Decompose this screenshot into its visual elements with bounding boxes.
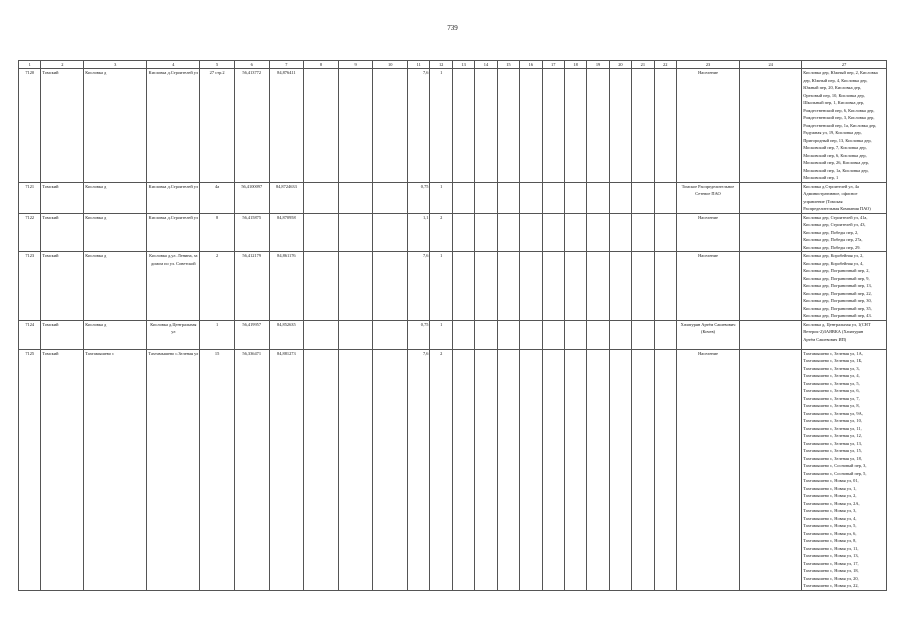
cell-lat: 56,336471 [234, 349, 269, 590]
header-cell: 11 [408, 61, 430, 69]
cell-empty [338, 252, 373, 321]
object-line: управление (Томская [803, 198, 843, 204]
cell-empty [609, 252, 631, 321]
cell-empty [475, 182, 497, 213]
cell-empty [338, 69, 373, 183]
cell-area: 7,6 [408, 69, 430, 183]
cell-id: 7125 [19, 349, 41, 590]
cell-area: 0,75 [408, 182, 430, 213]
cell-empty [338, 320, 373, 349]
cell-empty [542, 69, 564, 183]
cell-empty [338, 349, 373, 590]
object-line: Кисловка дер, Пограничный пер, 13, [803, 283, 872, 288]
cell-area: 7,6 [408, 252, 430, 321]
cell-id: 7124 [19, 320, 41, 349]
cell-lat: 56,413772 [234, 69, 269, 183]
cell-empty [338, 213, 373, 252]
cell-empty [452, 69, 474, 183]
object-line: Тахтамышево с, Зеленая ул, 4, [803, 373, 860, 378]
cell-empty [542, 182, 564, 213]
cell-objects [802, 349, 887, 590]
object-line: Ветерок-2)ЗАЯВКА (Хачатурян [803, 329, 864, 334]
object-line: Кисловка дер, Строителей ул, 43, [803, 222, 866, 227]
object-line: Кисловка д.Строителей ул, 4а [803, 183, 859, 189]
cell-empty [632, 182, 654, 213]
cell-house: 2 [200, 252, 235, 321]
cell-empty [587, 69, 609, 183]
cell-empty [497, 252, 519, 321]
header-cell: 18 [564, 61, 586, 69]
cell-empty [497, 213, 519, 252]
cell-empty [373, 320, 408, 349]
object-line: Тахтамышево с, Новая ул, 8, [803, 538, 857, 543]
cell-owner: Население [676, 69, 739, 183]
cell-empty [542, 252, 564, 321]
cell-empty [520, 252, 542, 321]
cell-empty [497, 182, 519, 213]
cell-empty [520, 213, 542, 252]
header-cell: 21 [632, 61, 654, 69]
object-line: Распределительная Компания ПАО) [803, 206, 871, 211]
object-line: Кисловка дер, Коробейная ул, 4, [803, 260, 864, 266]
cell-lon: 84,8724633 [269, 182, 304, 213]
header-cell: 3 [84, 61, 147, 69]
cell-id: 7123 [19, 252, 41, 321]
object-line: Кисловка дер, Победы пер, 2, [803, 229, 859, 235]
header-cell: 2 [41, 61, 84, 69]
object-line: Тахтамышево с, Сосновый пер, 5, [803, 470, 867, 476]
cell-count: 2 [430, 349, 452, 590]
cell-empty [632, 349, 654, 590]
object-line: Тахтамышево с, Зеленая ул, 9А, [803, 410, 863, 416]
cell-house: 8 [200, 213, 235, 252]
cell-address: Тахтамышево с.Зеленая ул [147, 349, 200, 590]
cell-owner: Население [676, 213, 739, 252]
cell-empty [587, 252, 609, 321]
cell-empty [564, 69, 586, 183]
cell-objects [802, 182, 887, 213]
cell-empty [632, 320, 654, 349]
cell-area: 0,75 [408, 320, 430, 349]
table-row [19, 182, 887, 213]
cell-empty [373, 349, 408, 590]
object-line: Кисловка дер, Пограничный пер, 43. [803, 313, 872, 318]
cell-address: Кисловка д.Строителей ул [147, 69, 200, 183]
object-line: Тахтамышево с, Новая ул, 20, [803, 575, 859, 581]
object-line: Тахтамышево с, Новая ул, 6, [803, 530, 857, 536]
cell-empty [609, 182, 631, 213]
cell-empty [452, 213, 474, 252]
cell-locality: Кисловка д [84, 69, 147, 183]
cell-id: 7120 [19, 69, 41, 183]
object-line: Радужная ул, 19, Кисловка дер, [803, 130, 862, 135]
cell-empty [304, 320, 339, 349]
cell-house: 1 [200, 320, 235, 349]
object-line: Тахтамышево с, Новая ул, 13, [803, 553, 859, 558]
object-line: Тахтамышево с, Зеленая ул, 15, [803, 448, 862, 453]
header-cell: 27 [802, 61, 887, 69]
object-line: Кисловка д, Центральная ул, 1(СНТ [803, 321, 871, 327]
object-line: Тахтамышево с, Зеленая ул, 12, [803, 433, 862, 438]
object-line: Тахтамышево с, Новая ул, 11, [803, 545, 859, 551]
cell-empty [654, 213, 676, 252]
table-row [19, 69, 887, 183]
cell-empty [542, 349, 564, 590]
header-cell: 12 [430, 61, 452, 69]
cell-area: 7,6 [408, 349, 430, 590]
cell-district: Томский [41, 69, 84, 183]
header-cell: 8 [304, 61, 339, 69]
cell-empty [520, 349, 542, 590]
cell-empty [587, 213, 609, 252]
cell-id: 7122 [19, 213, 41, 252]
object-line: Тахтамышево с, Новая ул, 01, [803, 478, 859, 483]
object-line: Тахтамышево с, Новая ул, 4, [803, 515, 857, 521]
page-number: 739 [447, 24, 458, 32]
header-cell: 7 [269, 61, 304, 69]
header-cell: 4 [147, 61, 200, 69]
cell-address: Кисловка д.ул. Ленина, за домом по ул. Советской [147, 252, 200, 321]
cell-empty [740, 182, 802, 213]
cell-empty [609, 349, 631, 590]
object-line: дер, Южный пер, 4, Кисловка дер, [803, 77, 868, 83]
header-cell: 20 [609, 61, 631, 69]
header-cell: 6 [234, 61, 269, 69]
cell-empty [475, 69, 497, 183]
header-cell: 17 [542, 61, 564, 69]
table-row [19, 213, 887, 252]
object-line: Тахтамышево с, Зеленая ул, 10, [803, 418, 862, 423]
cell-count: 1 [430, 182, 452, 213]
cell-empty [304, 213, 339, 252]
cell-lon: 84,876411 [269, 69, 304, 183]
object-line: Кисловка дер, Победы пер, 27а, [803, 237, 863, 242]
cell-count: 2 [430, 213, 452, 252]
cell-count: 1 [430, 252, 452, 321]
cell-empty [373, 252, 408, 321]
object-line: Тахтамышево с, Зеленая ул, 13, [803, 440, 862, 446]
cell-lat: 56,4100097 [234, 182, 269, 213]
cell-count: 1 [430, 320, 452, 349]
table-row [19, 349, 887, 590]
cell-empty [564, 349, 586, 590]
object-line: Кисловка дер, Пограничный пер, 9, [803, 275, 870, 281]
header-row [19, 61, 887, 69]
object-line: Кисловка дер, Победы пер, 29. [803, 244, 861, 250]
cell-empty [497, 349, 519, 590]
cell-lat: 56,419957 [234, 320, 269, 349]
object-line: Артём Сашевович ИП) [803, 336, 847, 342]
cell-empty [497, 69, 519, 183]
cell-empty [452, 320, 474, 349]
cell-house: 27 стр.2 [200, 69, 235, 183]
cell-empty [304, 69, 339, 183]
header-cell: 9 [338, 61, 373, 69]
object-line: Тахтамышево с, Зеленая ул, 1А, [803, 350, 863, 356]
object-line: Тахтамышево с, Зеленая ул, 8, [803, 403, 860, 408]
object-line: Тахтамышево с, Новая ул, 2, [803, 493, 857, 498]
object-line: Кисловка дер, Пограничный пер, 2, [803, 268, 870, 273]
header-cell: 15 [497, 61, 519, 69]
object-line: Рождественский пер, 3, Кисловка дер, [803, 115, 875, 120]
object-line: Ореховый пер, 10, Кисловка дер, [803, 92, 865, 98]
cell-lon: 84,881273 [269, 349, 304, 590]
cell-lat: 56,412179 [234, 252, 269, 321]
cell-objects [802, 252, 887, 321]
cell-owner: Хачатурян Артём Сашевович (Кочев) [676, 320, 739, 349]
cell-empty [475, 213, 497, 252]
object-line: Рождественский пер, 6, Кисловка дер, [803, 107, 875, 113]
object-line: Кисловка дер, Южный пер, 2, Кисловка [803, 70, 878, 75]
cell-empty [564, 320, 586, 349]
cell-empty [654, 252, 676, 321]
object-line: Тахтамышево с, Зеленая ул, 11, [803, 425, 862, 431]
cell-empty [373, 182, 408, 213]
cell-district: Томский [41, 349, 84, 590]
cell-empty [520, 320, 542, 349]
header-cell: 24 [740, 61, 802, 69]
cell-objects [802, 320, 887, 349]
header-cell: 22 [654, 61, 676, 69]
cell-empty [587, 349, 609, 590]
object-line: Рождественский пер, 1а, Кисловка дер, [803, 122, 877, 128]
object-line: Южный пер, 20, Кисловка дер, [803, 85, 862, 90]
cell-empty [654, 182, 676, 213]
cell-area: 1,1 [408, 213, 430, 252]
cell-empty [609, 213, 631, 252]
object-line: Московский пер, 1 [803, 175, 839, 180]
cell-empty [542, 213, 564, 252]
cell-empty [452, 252, 474, 321]
cell-empty [564, 252, 586, 321]
cell-empty [654, 69, 676, 183]
cell-empty [338, 182, 373, 213]
object-line: Школьный пер, 1, Кисловка дер, [803, 100, 865, 105]
cell-empty [740, 320, 802, 349]
cell-empty [520, 182, 542, 213]
cell-lon: 84,870958 [269, 213, 304, 252]
object-line: Московский пер, 26, Кисловка дер, [803, 160, 869, 165]
object-line: Московский пер, 1а, Кисловка дер, [803, 167, 869, 173]
cell-empty [475, 252, 497, 321]
cell-objects [802, 213, 887, 252]
object-line: Тахтамышево с, Новая ул, 17, [803, 560, 859, 566]
object-line: Тахтамышево с, Новая ул, 1, [803, 485, 857, 491]
cell-empty [609, 320, 631, 349]
cell-lat: 56,415875 [234, 213, 269, 252]
object-line: Пригородный пер, 13, Кисловка дер, [803, 137, 872, 143]
cell-empty [632, 213, 654, 252]
header-cell: 10 [373, 61, 408, 69]
cell-empty [304, 252, 339, 321]
header-cell: 1 [19, 61, 41, 69]
cell-district: Томский [41, 182, 84, 213]
cell-empty [475, 349, 497, 590]
object-line: Тахтамышево с, Зеленая ул, 1Б, [803, 358, 863, 363]
cell-house: 4а [200, 182, 235, 213]
cell-house: 15 [200, 349, 235, 590]
object-line: Кисловка дер, Коробейная ул, 2, [803, 253, 864, 258]
cell-objects [802, 69, 887, 183]
object-line: Тахтамышево с, Новая ул, 3, [803, 508, 857, 513]
table-row [19, 252, 887, 321]
cell-locality: Кисловка д [84, 213, 147, 252]
object-line: Тахтамышево с, Зеленая ул, 3, [803, 365, 860, 371]
table-row [19, 320, 887, 349]
object-line: Тахтамышево с, Зеленая ул, 6, [803, 388, 860, 393]
object-line: Московский пер, 7, Кисловка дер, [803, 145, 867, 150]
cell-lon: 84,861176 [269, 252, 304, 321]
cell-count: 1 [430, 69, 452, 183]
cell-lon: 84,852635 [269, 320, 304, 349]
cell-empty [564, 213, 586, 252]
cell-empty [740, 252, 802, 321]
cell-empty [740, 213, 802, 252]
cell-owner: Томское Распределительное Сетевое ПАО [676, 182, 739, 213]
cell-locality: Тахтамышево с [84, 349, 147, 590]
header-cell: 19 [587, 61, 609, 69]
cell-locality: Кисловка д [84, 320, 147, 349]
cell-empty [542, 320, 564, 349]
object-line: Тахтамышево с, Зеленая ул, 7, [803, 395, 860, 401]
header-cell: 14 [475, 61, 497, 69]
cell-owner: Население [676, 252, 739, 321]
cell-empty [304, 182, 339, 213]
object-line: Тахтамышево с, Новая ул, 5, [803, 523, 857, 528]
cell-district: Томский [41, 213, 84, 252]
cell-empty [452, 182, 474, 213]
object-line: Тахтамышево с, Зеленая ул, 5, [803, 380, 860, 386]
cell-empty [564, 182, 586, 213]
cell-address: Кисловка д.Строителей ул [147, 182, 200, 213]
object-line: Тахтамышево с, Новая ул, 2А, [803, 500, 860, 506]
cell-id: 7121 [19, 182, 41, 213]
object-line: Кисловка дер, Пограничный пер, 35, [803, 305, 872, 311]
cell-address: Кисловка д.Центральная ул [147, 320, 200, 349]
cell-empty [654, 349, 676, 590]
cell-empty [373, 213, 408, 252]
cell-locality: Кисловка д [84, 182, 147, 213]
object-line: Кисловка дер, Строителей ул, 41а, [803, 214, 868, 220]
cell-empty [373, 69, 408, 183]
cell-empty [609, 69, 631, 183]
cell-empty [632, 69, 654, 183]
cell-empty [520, 69, 542, 183]
cell-owner: Население [676, 349, 739, 590]
cell-empty [497, 320, 519, 349]
object-line: Тахтамышево с, Новая ул, 22, [803, 583, 859, 588]
cell-district: Томский [41, 320, 84, 349]
object-line: Московский пер, 6, Кисловка дер, [803, 152, 867, 158]
cell-empty [587, 320, 609, 349]
object-line: Тахтамышево с, Новая ул, 18, [803, 568, 859, 573]
cell-empty [475, 320, 497, 349]
object-line: Кисловка дер, Пограничный пер, 30, [803, 298, 872, 303]
cell-empty [452, 349, 474, 590]
header-cell: 13 [452, 61, 474, 69]
registry-table [18, 60, 887, 591]
cell-empty [304, 349, 339, 590]
cell-empty [587, 182, 609, 213]
object-line: Кисловка дер, Пограничный пер, 22, [803, 290, 872, 296]
cell-address: Кисловка д.Строителей ул [147, 213, 200, 252]
header-cell: 5 [200, 61, 235, 69]
cell-district: Томский [41, 252, 84, 321]
cell-empty [632, 252, 654, 321]
header-cell: 23 [676, 61, 739, 69]
header-cell: 16 [520, 61, 542, 69]
cell-empty [654, 320, 676, 349]
object-line: Тахтамышево с, Сосновый пер, 3, [803, 463, 867, 468]
cell-empty [740, 349, 802, 590]
cell-locality: Кисловка д [84, 252, 147, 321]
object-line: Тахтамышево с, Зеленая ул, 18, [803, 455, 862, 461]
object-line: Административное, офисное [803, 191, 858, 196]
cell-empty [740, 69, 802, 183]
